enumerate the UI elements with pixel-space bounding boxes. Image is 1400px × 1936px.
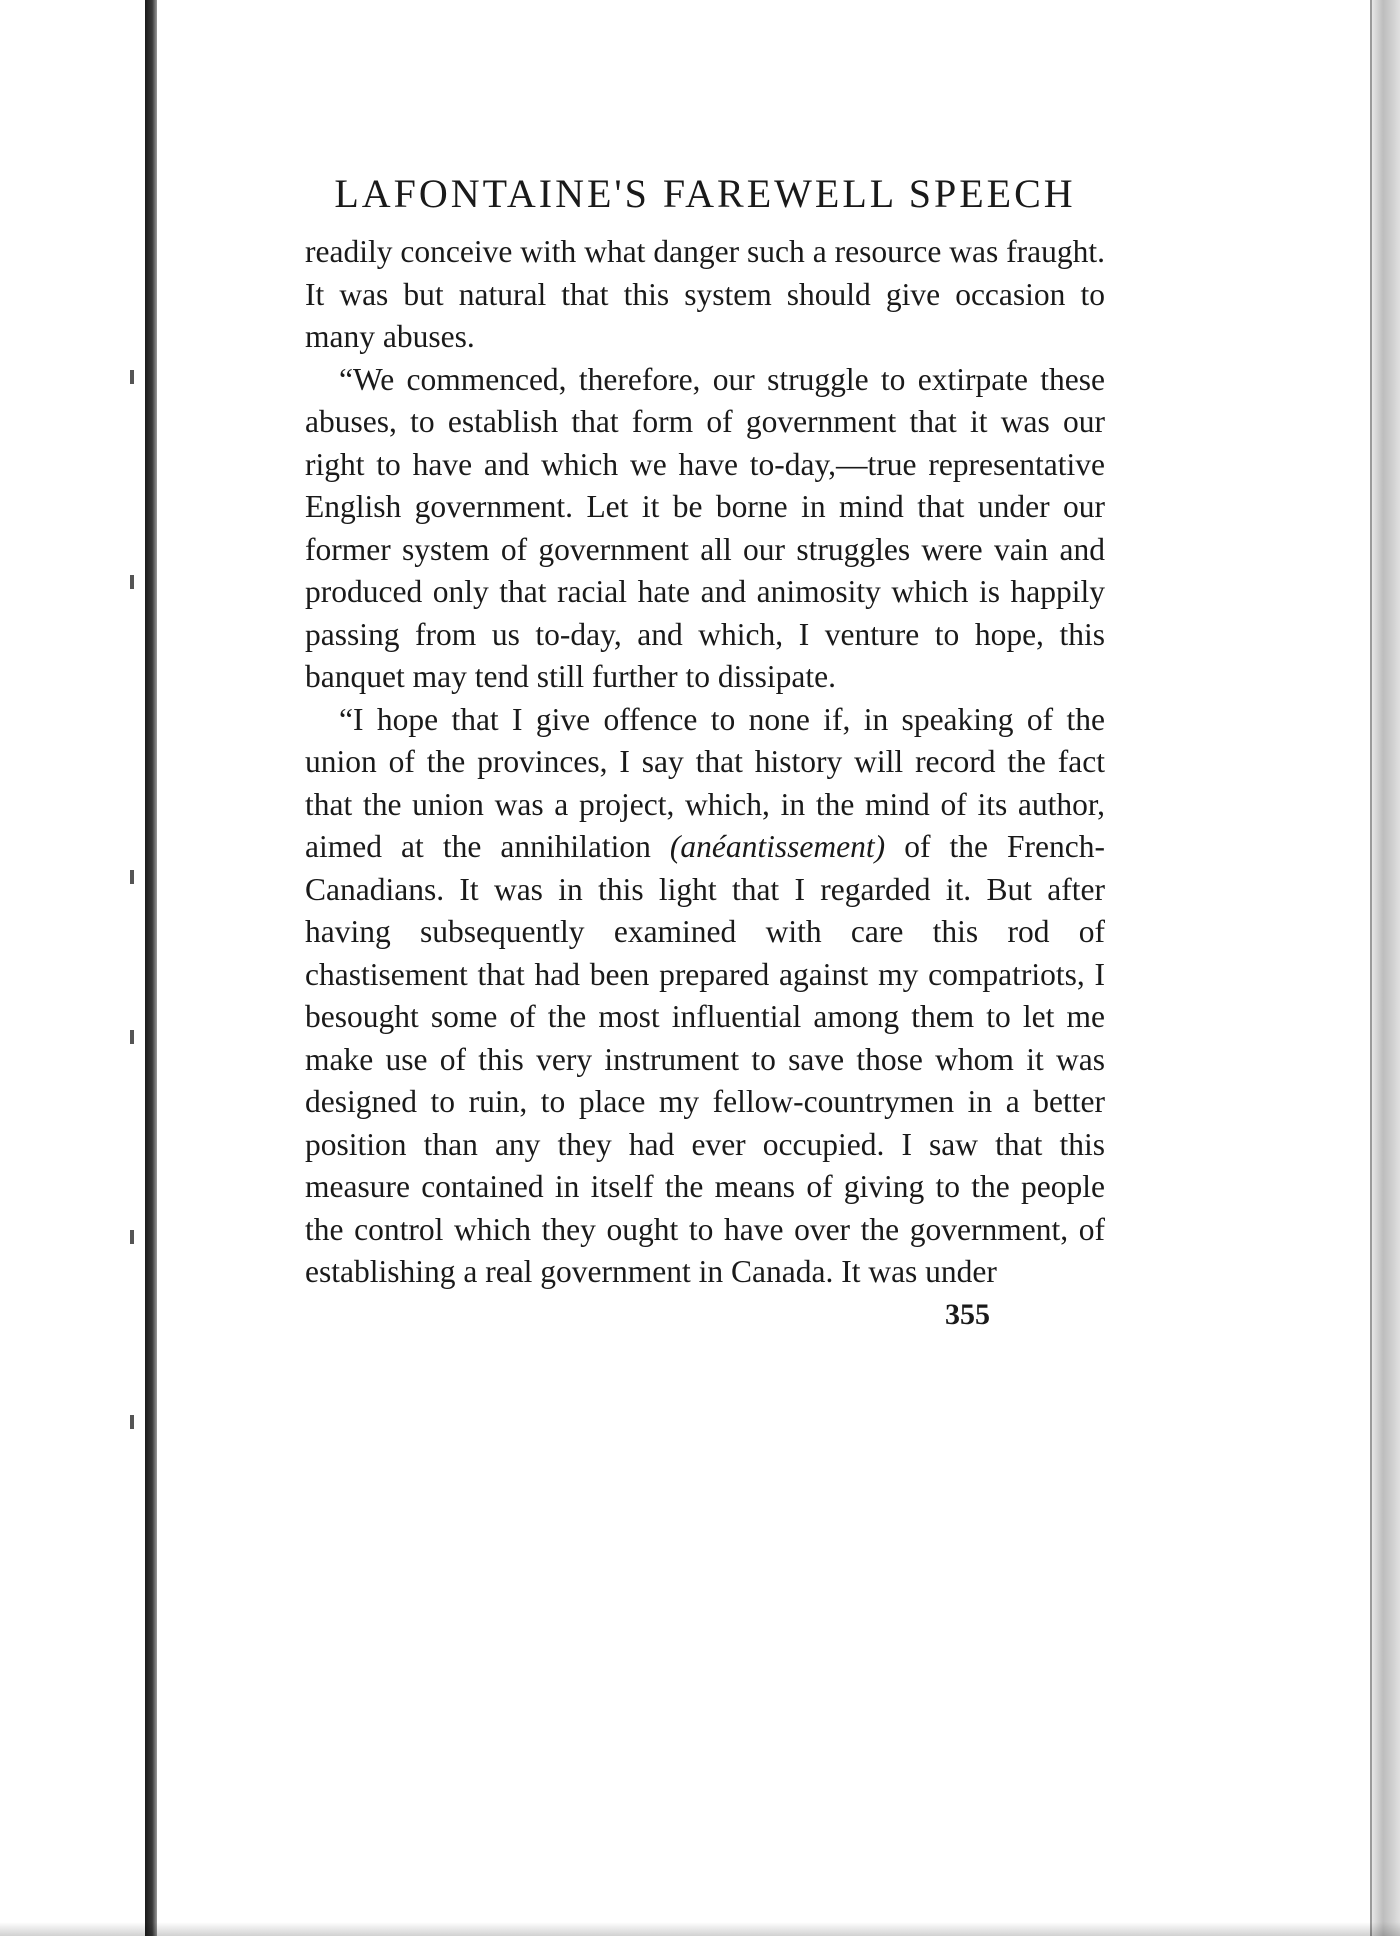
paragraph-continuation: readily conceive with what danger such a resource was fraught. It was but natural that this system should give occasion to many abuses. [305,234,1105,354]
page-edge-shadow [1372,0,1400,1936]
bottom-shadow [0,1922,1400,1936]
paragraph-union-text-b: of the French-Canadians. It was in this light that I regarded it. But after having subsequently examined with care this rod of chastisement that had been prepared against my compatriots, I besought some of the most influential among them to let me make use of this very instrument to save those whom it was designed to ruin, to place my fellow-countrymen in a better position than any they had ever occupied. I saw that this measure contained in itself the means of giving to the people the control which they ought to have over the government, of establishing a real government in Canada. It was under [305,829,1106,1289]
book-page [305,170,1105,1332]
body-text [305,231,1105,1294]
page-number: 355 [945,1297,990,1331]
paragraph-union [305,699,1105,1294]
left-page-margin [0,0,145,1936]
paragraph-struggle: “We commenced, therefore, our struggle to extirpate these abuses, to establish that form of government that it was our right to have and which we have to-day,—true representative English government. Let it be borne in mind that under our former system of government all our struggles were vain and produced only that racial hate and animosity which is happily passing from us to-day, and which, I venture to hope, this banquet may tend still further to dissipate. [305,361,1105,694]
book-gutter [145,0,157,1936]
french-term: (anéantissement) [669,829,886,864]
paragraph-union-text-a: “I hope that I give offence to none if, in speaking of the union of the provinces, I say that history will record the fact that the union was a project, which, in the mind of its author, aimed at the annihilation [305,701,1105,864]
running-head: LAFONTAINE'S FAREWELL SPEECH [334,171,1076,216]
left-page-edge-marks [130,0,140,1936]
